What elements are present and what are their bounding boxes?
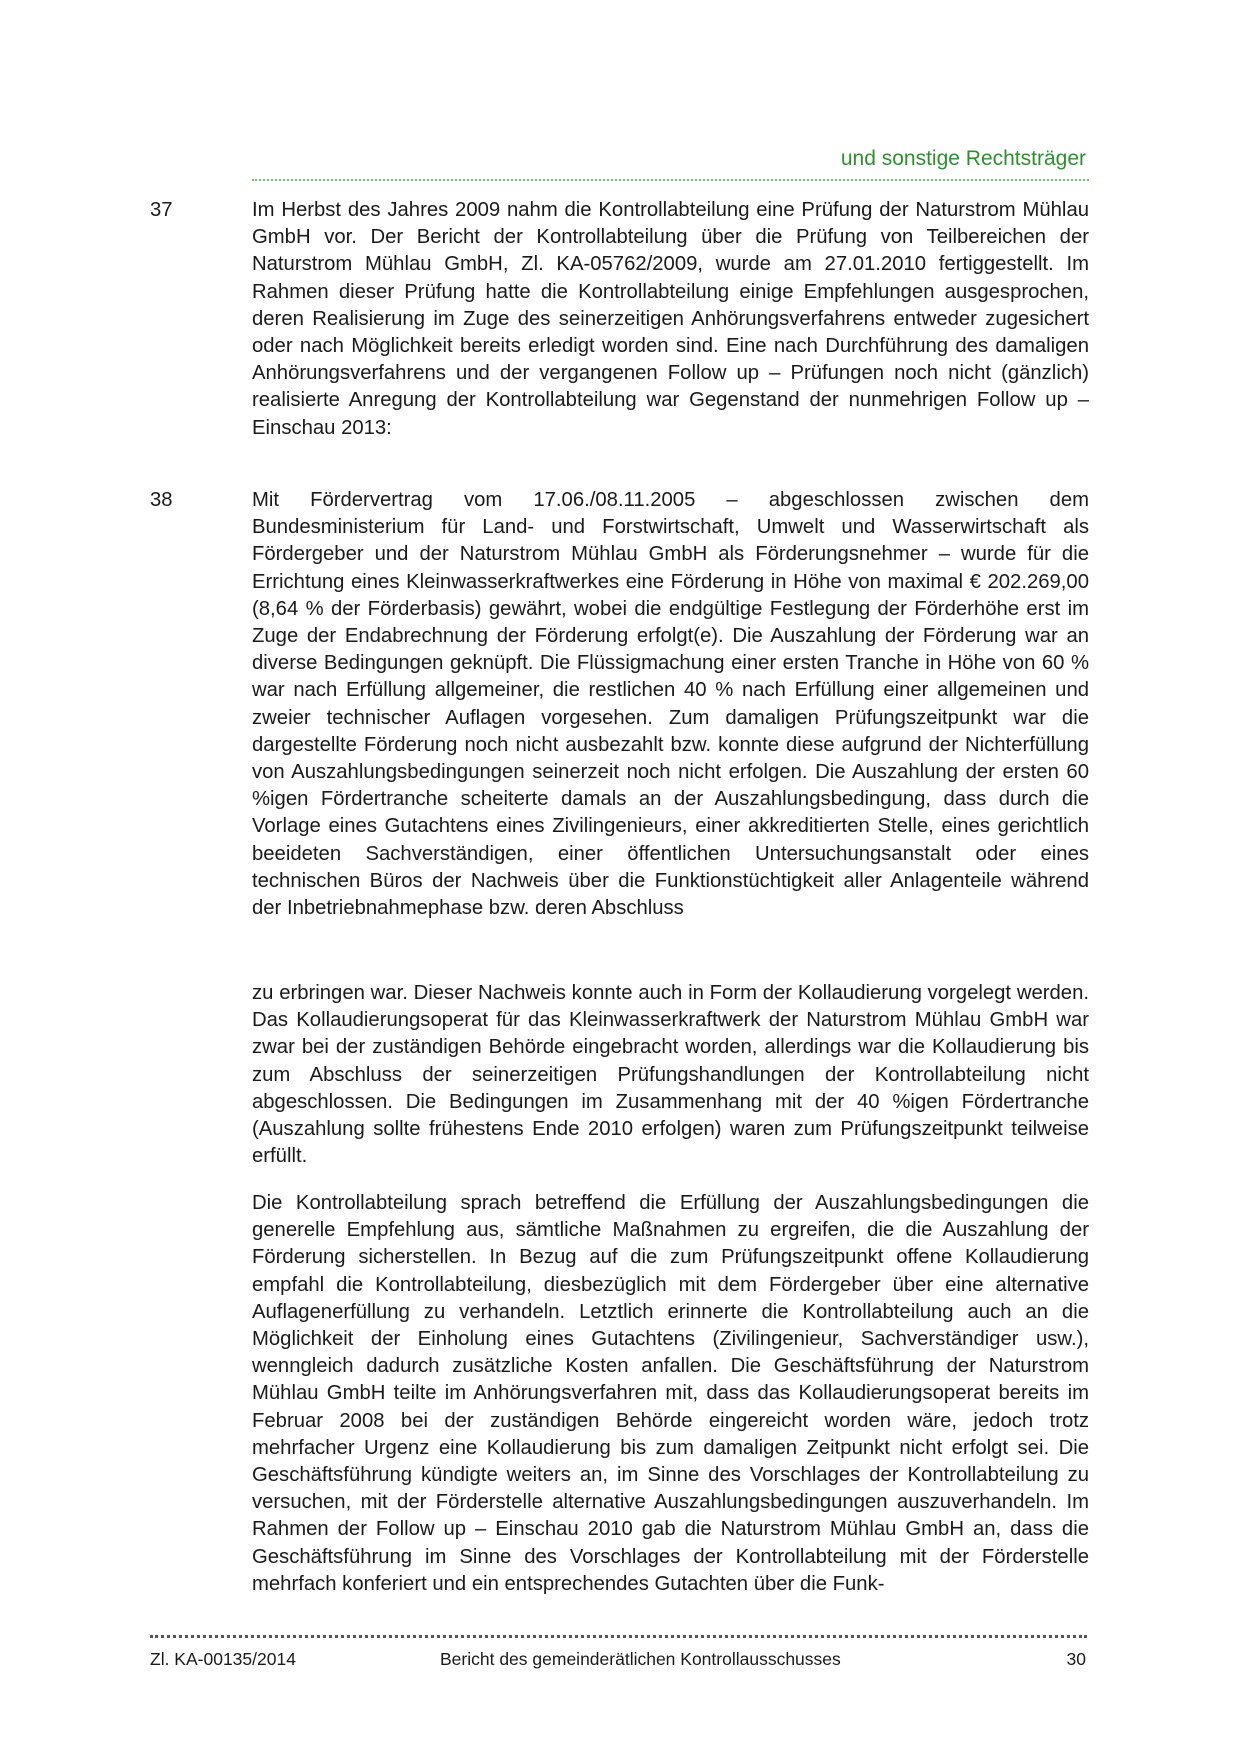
paragraph-38-continuation: zu erbringen war. Dieser Nachweis konnte auch in Form der Kollaudierung vorgelegt werden. Das Kollaudierungsoperat für das Kleinwasserkraftwerk der Naturstrom Mühlau GmbH war zwar bei der zuständigen Behörde eingebracht worden, allerdings war die Kollaudierung bis zum Abschluss der seinerzeitigen Prüfungshandlungen der Kontrollabteilung nicht abgeschlossen. Die Bedingungen im Zusammenhang mit der 40 %igen Fördertranche (Auszahlung sollte frühestens Ende 2010 erfolgen) waren zum Prüfungszeitpunkt teilweise erfüllt. bbox=[252, 982, 1089, 1168]
running-header: und sonstige Rechtsträger bbox=[840, 147, 1086, 170]
page-number: 30 bbox=[1066, 1649, 1086, 1669]
paragraph-number-38: 38 bbox=[150, 489, 173, 511]
paragraph-38-text: Mit Fördervertrag vom 17.06./08.11.2005 – abgeschlossen zwischen dem Bundesministerium für Land- und Forstwirtschaft, Umwelt und Wasserwirtschaft als Fördergeber und der Naturstrom Mühlau GmbH als Förderungsnehmer – wurde für die Errichtung eines Kleinwasserkraftwerkes eine Förderung in Höhe von maximal € 202.269,00 (8,64 % der Förderbasis) gewährt, wobei die endgültige Festlegung der Förderhöhe erst im Zuge der Endabrechnung der Förderung erfolgt(e). Die Auszahlung der Förderung war an diverse Bedingungen geknüpft. Die Flüssigmachung einer ersten Tranche in Höhe von 60 % war nach Erfüllung allgemeiner, die restlichen 40 % nach Erfüllung einer allgemeinen und zweier technischer Auflagen vorgesehen. Zum damaligen Prüfungszeitpunkt war die dargestellte Förderung noch nicht ausbezahlt bzw. konnte diese aufgrund der Nichterfüllung von Auszahlungsbedingungen seinerzeit noch nicht erfolgen. Die Auszahlung der ersten 60 %igen Fördertranche scheiterte damals an der Auszahlungsbedingung, dass durch die Vorlage eines Gutachtens eines Zivilingenieurs, einer akkreditierten Stelle, eines gerichtlich beeideten Sachverständigen, einer öffentlichen Untersuchungsanstalt oder eines technischen Büros der Nachweis über die Funktionstüchtigkeit aller Anlagenteile während der Inbetriebnahmephase bzw. deren Abschluss bbox=[252, 489, 1089, 920]
paragraph-37-text: Im Herbst des Jahres 2009 nahm die Kontrollabteilung eine Prüfung der Naturstrom Mühlau GmbH vor. Der Bericht der Kontrollabteilung über die Prüfung von Teilbereichen der Naturstrom Mühlau GmbH, Zl. KA-05762/2009, wurde am 27.01.2010 fertiggestellt. Im Rahmen dieser Prüfung hatte die Kontrollabteilung einige Empfehlungen ausgesprochen, deren Realisierung im Zuge des seinerzeitigen Anhörungsverfahrens entweder zugesichert oder nach Möglichkeit bereits erledigt worden sind. Eine nach Durchführung des damaligen Anhörungsverfahrens und der vergangenen Follow up – Prüfungen noch nicht (gänzlich) realisierte Anregung der Kontrollabteilung war Gegenstand der nunmehrigen Follow up – Einschau 2013: bbox=[252, 199, 1089, 439]
footer-reference: Zl. KA-00135/2014 bbox=[150, 1649, 296, 1669]
paragraph-recommendation: Die Kontrollabteilung sprach betreffend die Erfüllung der Auszahlungsbedingungen die generelle Empfehlung aus, sämtliche Maßnahmen zu ergreifen, die die Auszahlung der Förderung sicherstellen. In Bezug auf die zum Prüfungszeitpunkt offene Kollaudierung empfahl die Kontrollabteilung, diesbezüglich mit dem Fördergeber über eine alternative Auflagenerfüllung zu verhandeln. Letztlich erinnerte die Kontrollabteilung auch an die Möglichkeit der Einholung eines Gutachtens (Zivilingenieur, Sachverständiger usw.), wenngleich dadurch zusätzliche Kosten anfallen. Die Geschäftsführung der Naturstrom Mühlau GmbH teilte im Anhörungsverfahren mit, dass das Kollaudierungsoperat bereits im Februar 2008 bei der zuständigen Behörde eingereicht worden wäre, jedoch trotz mehrfacher Urgenz eine Kollaudierung bis zum damaligen Zeitpunkt nicht erfolgt sei. Die Geschäftsführung kündigte weiters an, im Sinne des Vorschlages der Kontrollabteilung zu versuchen, mit der Förderstelle alternative Auszahlungsbedingungen auszuverhandeln. Im Rahmen der Follow up – Einschau 2010 gab die Naturstrom Mühlau GmbH an, dass die Geschäftsführung im Sinne des Vorschlages der Kontrollabteilung mit der Förderstelle mehrfach konferiert und ein entsprechendes Gutachten über die Funk- bbox=[252, 1192, 1089, 1595]
paragraph-number-37: 37 bbox=[150, 199, 173, 221]
header-divider bbox=[252, 179, 1089, 181]
footer-title: Bericht des gemeinderätlichen Kontrollausschusses bbox=[440, 1649, 841, 1669]
footer-divider bbox=[150, 1635, 1087, 1638]
